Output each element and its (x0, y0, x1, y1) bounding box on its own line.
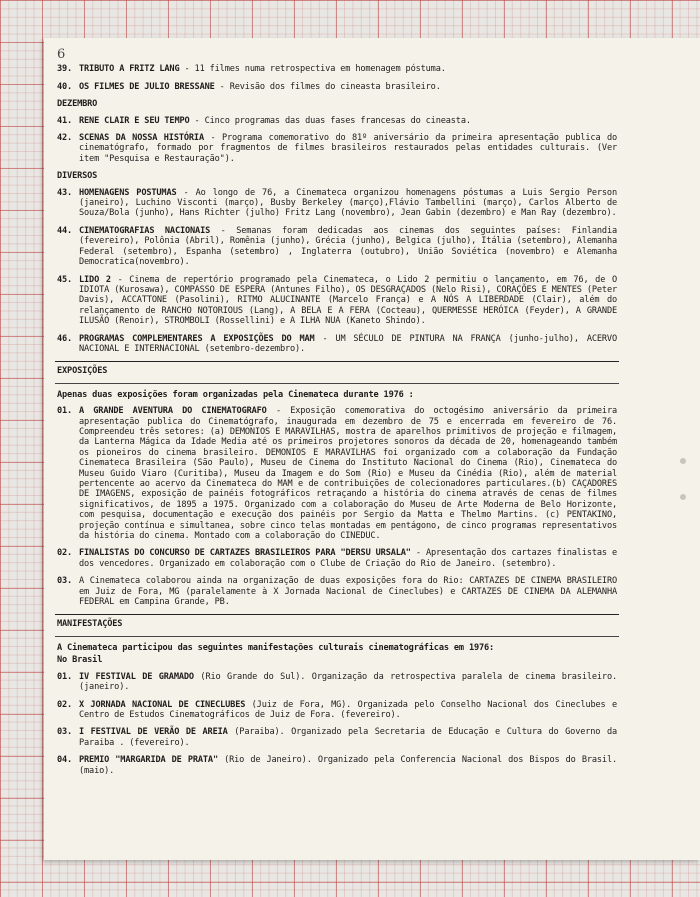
item-description: - Exposição comemorativa do octogésimo aniversário da primeira apresentação publica do Cinematógrafo, inaugurada em dezembro de 75 e encerrada em fevereiro de 76. Compreendeu três setores: (a) DEMONIOS E MARAVILHAS, mostra de aparelhos primitivos de projeção e filmagem, da Lanterna Mágica da Idade Media até os primeiros projetores sonoros da década de 20, homenageando também os pioneiros do cinema brasileiro. DEMONIOS E MARAVILHAS foi organizado com a colaboração da Fundação Cinemateca Brasileira (São Paulo), Museu de Cinema do Instituto Nacional do Cinema (Rio), Cinemateca do Museu Guido Viaro (Curitiba), Museu da Imagem e do Som (Rio) e Museu da Cinédia (Rio), além de material pertencente ao acervo da Cinemateca do MAM e de contribuições de colecionadores particulares.(b) CAÇADORES DE IMAGENS, exposição de painéis fotográficos retraçando a história do cinema através de cenas de filmes significativos, de 1895 a 1975. Organizado com a colaboração do Museu de Arte Moderna de Belo Horizonte, com pesquisa, documentação e execução dos painéis por Sergio da Matta e Thelmo Martins. (c) PENTAKINO, projeção contínua e simultanea, sobre cinco telas montadas em pentágono, de cinco programas representativos da história do cinema. Montado com a colaboração do CINEDUC. (79, 406, 617, 542)
list-item (57, 275, 617, 327)
punch-hole (680, 458, 686, 464)
item-title: A GRANDE AVENTURA DO CINEMATOGRAFO (79, 406, 267, 417)
item-text (79, 548, 617, 569)
section-divider (55, 614, 619, 615)
punch-holes (680, 458, 686, 530)
item-text (79, 727, 617, 748)
item-text (79, 700, 617, 721)
list-item (57, 576, 617, 607)
item-text (79, 82, 617, 92)
item-number: 45. (57, 274, 73, 285)
item-title: SCENAS DA NOSSA HISTÓRIA (79, 133, 204, 144)
item-title: I FESTIVAL DE VERÃO DE AREIA (79, 727, 228, 738)
item-text (79, 576, 617, 607)
exposicoes-intro: Apenas duas exposições foram organizadas pela Cinemateca durante 1976 : (57, 389, 414, 400)
item-title: LIDO 2 (79, 274, 111, 285)
list-item (57, 406, 617, 541)
item-number: 44. (57, 225, 73, 236)
item-title: RENE CLAIR E SEU TEMPO (79, 115, 190, 126)
item-number: 02. (57, 548, 73, 559)
section-divider (55, 383, 619, 384)
list-item (57, 700, 617, 721)
item-title: OS FILMES DE JULIO BRESSANE (79, 81, 215, 92)
list-item (57, 64, 617, 74)
item-number: 43. (57, 187, 73, 198)
dezembro-list (57, 116, 617, 165)
item-title: PREMIO "MARGARIDA DE PRATA" (79, 755, 218, 766)
list-item (57, 727, 617, 748)
section-heading-diversos: DIVERSOS (57, 171, 98, 182)
item-description: - Ao longo de 76, a Cinemateca organizou homenagens póstumas a Luis Sergio Person (janeiro), Luchino Visconti (março), Busby Berkeley (março),Flávio Tambellini (março), Carlos Alberto de Souza/Bola (junho), Hans Richter (julho) Fritz Lang (novembro), Jean Gabin (dezembro) e Man Ray (dezembro). (79, 187, 617, 219)
item-description: (Rio de Janeiro). Organizado pela Conferencia Nacional dos Bispos do Brasil. (maio). (79, 755, 617, 776)
item-number: 01. (57, 406, 73, 417)
section-heading-manifestacoes: MANIFESTAÇÕES (57, 619, 123, 630)
item-number: 42. (57, 133, 73, 144)
list-item (57, 82, 617, 92)
item-description: (Rio Grande do Sul). Organização da retrospectiva paralela de cinema brasileiro. (janeiro). (79, 671, 618, 693)
item-text (79, 755, 617, 776)
items-top-list (57, 64, 617, 92)
item-number: 46. (57, 333, 73, 344)
item-number: 40. (57, 81, 73, 92)
item-description: - 11 filmes numa retrospectiva em homenagem póstuma. (179, 64, 446, 75)
item-number: 03. (57, 576, 73, 587)
exposicoes-list (57, 406, 617, 607)
manifestacoes-list (57, 672, 617, 776)
list-item (57, 672, 617, 693)
item-text (79, 133, 617, 164)
punch-hole (680, 494, 686, 500)
item-description: (Juiz de Fora, MG). Organizada pelo Conselho Nacional dos Cineclubes e Centro de Estudos Cinematográficos de Juiz de Fora. (fevereiro). (79, 699, 618, 720)
item-title: X JORNADA NACIONAL DE CINECLUBES (79, 699, 246, 710)
item-text (79, 275, 617, 327)
diversos-list (57, 188, 617, 355)
item-text (79, 334, 617, 355)
item-description: - Cinema de repertório programado pela Cinemateca, o Lido 2 permitiu o lançamento, em 76, de O IDIOTA (Kurosawa), COMPASSO DE ESPERA (Antunes Filho), OS DESGRAÇADOS (Nelo Risi), CORAÇÕES E MENTES (Peter Davis), ACCATTONE (Pasolini), RITMO ALUCINANTE (Marcelo França) e A NÓS A LIBERDADE (Clair), além do relançamento de RANCHO NOTORIOUS (Lang), A BELA E A FERA (Cocteau), QUERMESSE HERÓICA (Feyder), A GRANDE ILUSÃO (Renoir), STROMBOLI (Rossellini) e A ILHA NUA (Kaneto Shindo). (79, 274, 617, 327)
item-number: 01. (57, 671, 73, 682)
item-description: - Programa comemorativo do 81º aniversário da primeira apresentação publica do cinematógrafo, formado por fragmentos de filmes brasileiros restaurados pelas entidades culturais. (Ver item "Pesquisa e Restauração"). (79, 133, 618, 164)
section-divider (55, 361, 619, 362)
item-description: (Paraiba). Organizado pela Secretaria de Educação e Cultura do Governo da Paraiba . (fevereiro). (79, 727, 617, 748)
section-heading-exposicoes: EXPOSIÇÕES (57, 366, 108, 377)
item-text (79, 406, 617, 541)
item-description: - Cinco programas das duas fases francesas do cineasta. (189, 115, 471, 126)
item-number: 39. (57, 64, 73, 75)
item-description: A Cinemateca colaborou ainda na organização de duas exposições fora do Rio: CARTAZES DE CINEMA BRASILEIRO em Juiz de Fora, MG (paralelamente à X Jornada Nacional de Cineclubes) e CARTAZES DE CINEMA DA ALEMANHA FEDERAL em Campina Grande, PB. (79, 576, 617, 608)
manifestacoes-sub: No Brasil (57, 655, 103, 666)
section-heading-dezembro: DEZEMBRO (57, 99, 98, 110)
item-number: 04. (57, 755, 73, 766)
document-content (57, 47, 618, 783)
item-description: - UM SÉCULO DE PINTURA NA FRANÇA (junho-julho), ACERVO NACIONAL E INTERNACIONAL (setembro-dezembro). (79, 333, 617, 354)
list-item (57, 548, 617, 569)
section-divider (55, 636, 619, 637)
manifestacoes-intro: A Cinemateca participou das seguintes manifestações culturais cinematográficas em 1976: (57, 642, 495, 653)
page-number: 6 (57, 47, 66, 62)
item-title: PROGRAMAS COMPLEMENTARES A EXPOSIÇÕES DO MAM (79, 333, 315, 344)
list-item (57, 133, 617, 164)
item-text (79, 116, 617, 126)
item-description: - Apresentação dos cartazes finalistas e dos vencedores. Organizado em colaboração com o Clube de Criação do Rio de Janeiro. (setembro). (79, 548, 617, 569)
item-title: CINEMATOGRAFIAS NACIONAIS (79, 225, 211, 236)
list-item (57, 116, 617, 126)
item-title: HOMENAGENS POSTUMAS (79, 187, 177, 198)
item-title: IV FESTIVAL DE GRAMADO (79, 671, 194, 682)
item-title: TRIBUTO A FRITZ LANG (79, 64, 180, 75)
item-number: 03. (57, 727, 73, 738)
list-item (57, 334, 617, 355)
item-description: - Semanas foram dedicadas aos cinemas dos seguintes países: Finlandia (fevereiro), Polônia (Abril), Romênia (junho), Grécia (junho), Belgica (julho), Itália (setembro), Alemanha Federal (setembro), Espanha (setembro) , Inglaterra (outubro), União Soviética (novembro) e Alemanha Democratica(novembro). (79, 225, 617, 268)
item-number: 02. (57, 699, 73, 710)
item-title: FINALISTAS DO CONCURSO DE CARTAZES BRASILEIROS PARA "DERSU URSALA" (79, 548, 411, 559)
item-description: - Revisão dos filmes do cineasta brasileiro. (214, 81, 441, 92)
item-text (79, 64, 617, 74)
list-item (57, 188, 617, 219)
item-number: 41. (57, 115, 73, 126)
item-text (79, 226, 617, 268)
list-item (57, 755, 617, 776)
list-item (57, 226, 617, 268)
item-text (79, 672, 617, 693)
item-text (79, 188, 617, 219)
